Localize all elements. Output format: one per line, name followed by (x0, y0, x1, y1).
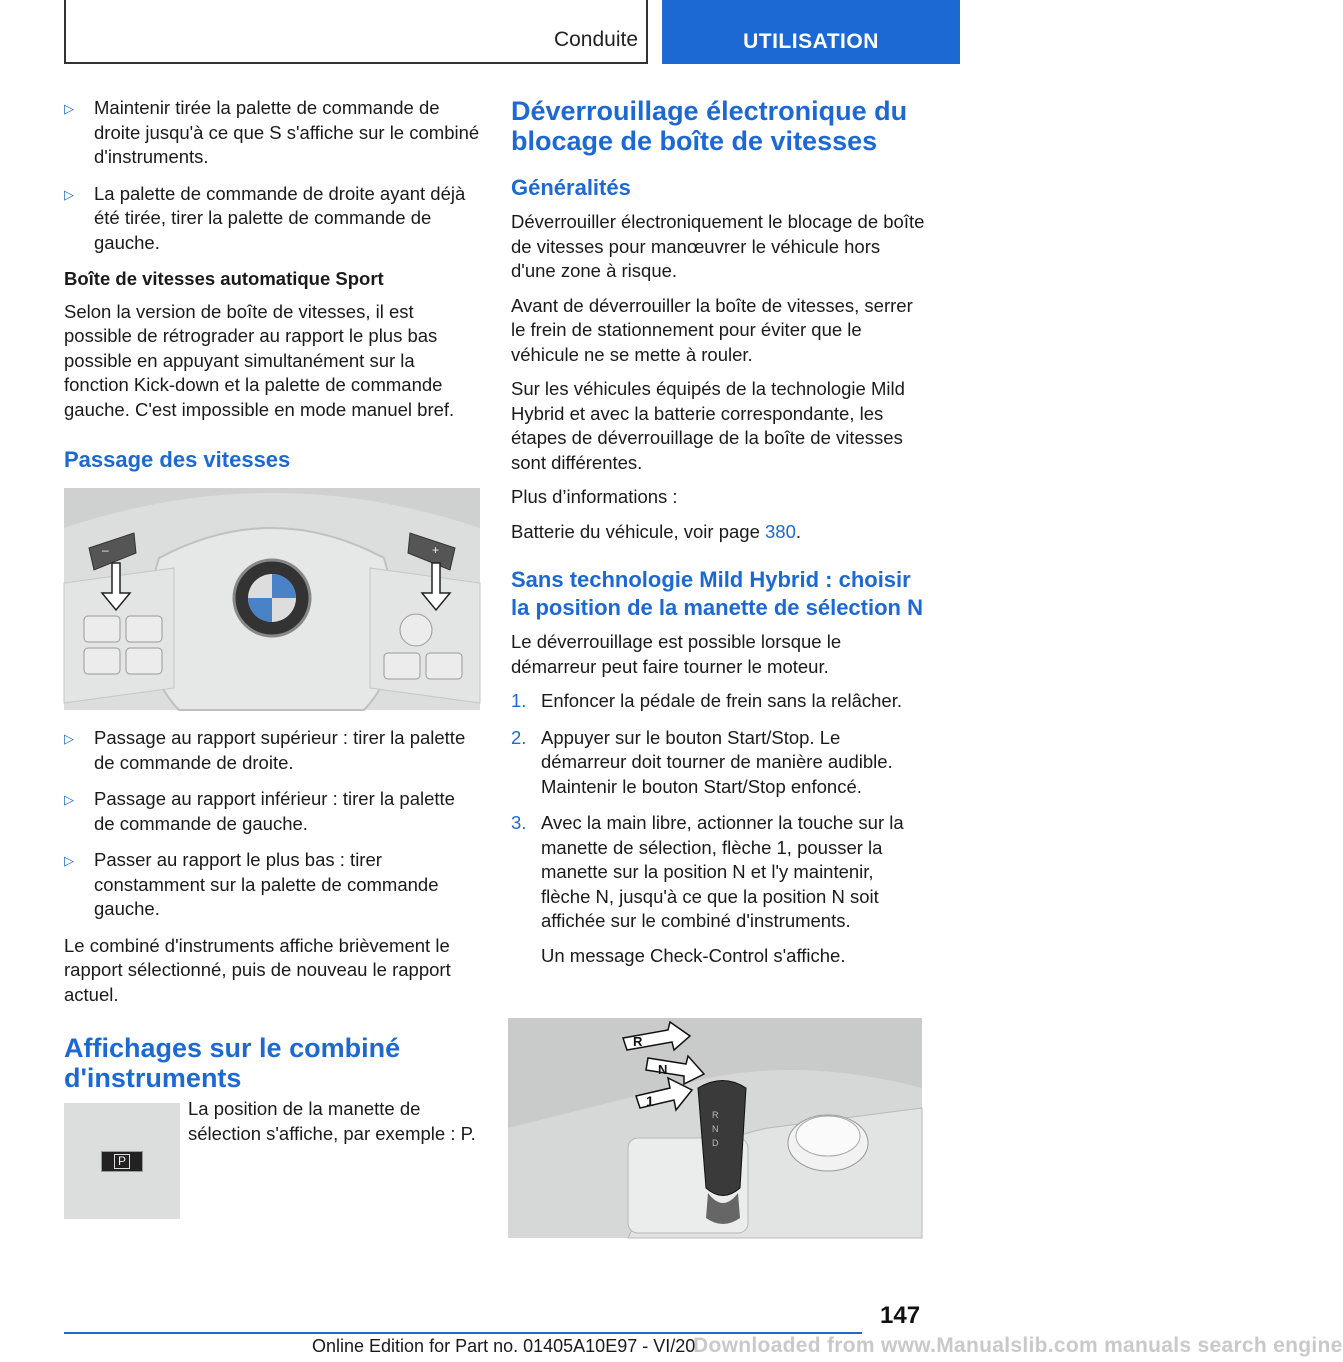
triangle-bullet-icon: ▷ (64, 853, 74, 868)
sans-heading: Sans technologie Mild Hybrid : choisir la position de la manette de sélection N (511, 567, 923, 620)
sport-paragraph: Selon la version de boîte de vitesses, il est possible de rétrograder au rapport le plus bas possible en appuyant simultanément sur la fonction Kick-down et la palette de commande gauche. C'est impossible en mode manuel bref. (64, 300, 455, 420)
list-item: ▷ Maintenir tirée la palette de commande de droite jusqu'à ce que S s'affiche sur le combiné d'instruments. (64, 97, 480, 167)
arrow-r-label: R (633, 1034, 643, 1049)
triangle-bullet-icon: ▷ (64, 792, 74, 807)
minus-paddle-label: – (102, 543, 109, 557)
page-link[interactable]: 380 (765, 520, 796, 542)
list-item: ▷ La palette de commande de droite ayant déjà été tirée, tirer la palette de commande de gauche. (64, 182, 466, 253)
list-item: ▷ Passage au rapport inférieur : tirer la palette de commande de gauche. (64, 788, 455, 834)
affichages-paragraph: La position de la manette de sélection s'affiche, par exemple : P. (188, 1098, 476, 1144)
arrow-n-label: N (658, 1062, 668, 1077)
affichages-heading: Affichages sur le combiné d'instruments (64, 1033, 401, 1093)
svg-text:D: D (712, 1138, 719, 1148)
edition-text: Online Edition for Part no. 01405A10E97 - VI/20 (312, 1336, 696, 1356)
plus-paddle-label: + (432, 543, 440, 557)
paragraph-3: Sur les véhicules équipés de la technologie Mild Hybrid et avec la batterie correspondante, les étapes de déverrouillage de la boîte de vitesses sont différentes. (511, 378, 905, 473)
bullet-list-passage (64, 726, 480, 922)
steps-list (511, 689, 925, 968)
triangle-bullet-icon: ▷ (64, 186, 74, 202)
left-column (64, 96, 480, 1219)
page-number: 147 (880, 1302, 921, 1329)
paragraph-5: Batterie du véhicule, voir page 380. (511, 520, 802, 542)
step-item: 3. Avec la main libre, actionner la touche sur la manette de sélection, flèche 1, pousser la manette sur la position N et l'y maintenir, flèche N, jusqu'à ce que la position N soit affichée sur le combiné d'instruments. Un message Check-Control s'affiche. (511, 811, 925, 968)
right-column (511, 96, 925, 980)
gear-lever-illustration (508, 1018, 922, 1238)
step-item: 1. Enfoncer la pédale de frein sans la relâcher. (511, 690, 902, 711)
step-sub-text: Un message Check-Control s'affiche. (541, 944, 846, 966)
paragraph-1: Déverrouiller électroniquement le blocage de boîte de vitesses pour manœuvrer le véhicule hors d'une zone à risque. (511, 211, 925, 281)
bullet-list-top (64, 96, 480, 255)
svg-text:N: N (712, 1124, 719, 1134)
affichages-block (64, 1098, 480, 1219)
header-box (64, 0, 648, 64)
paragraph-2: Avant de déverrouiller la boîte de vitesses, serrer le frein de stationnement pour éviter que le véhicule ne se mette à rouler. (511, 294, 913, 365)
chapter-tab[interactable]: UTILISATION (662, 0, 960, 64)
list-item: ▷ Passage au rapport supérieur : tirer la palette de commande de droite. (64, 727, 466, 773)
generalites-heading: Généralités (511, 175, 631, 200)
gear-display-icon: P (101, 1151, 143, 1172)
section-title: Conduite (553, 28, 638, 51)
sans-paragraph: Le déverrouillage est possible lorsque le démarreur peut faire tourner le moteur. (511, 631, 842, 677)
passage-paragraph: Le combiné d'instruments affiche brièvement le rapport sélectionné, puis de nouveau le rapport actuel. (64, 934, 451, 1005)
arrow-1-label: 1 (646, 1093, 654, 1109)
steering-wheel-icon (64, 488, 480, 710)
triangle-bullet-icon: ▷ (64, 101, 74, 116)
display-illustration (64, 1103, 180, 1219)
svg-text:R: R (712, 1110, 719, 1120)
watermark: Downloaded from www.Manualslib.com manuals search engine (693, 1334, 1343, 1357)
list-item: ▷ Passer au rapport le plus bas : tirer constamment sur la palette de commande gauche. (64, 849, 439, 919)
passage-heading: Passage des vitesses (64, 447, 291, 472)
paragraph-4: Plus d’informations : (511, 486, 678, 507)
main-heading: Déverrouillage électronique du blocage de boîte de vitesses (511, 96, 908, 156)
sport-heading: Boîte de vitesses automatique Sport (64, 268, 384, 289)
steering-wheel-illustration (64, 488, 480, 710)
gear-lever-icon (508, 1018, 922, 1238)
step-item: 2. Appuyer sur le bouton Start/Stop. Le démarreur doit tourner de manière audible. Maintenir le bouton Start/Stop enfoncé. (511, 726, 893, 797)
triangle-bullet-icon: ▷ (64, 731, 74, 746)
